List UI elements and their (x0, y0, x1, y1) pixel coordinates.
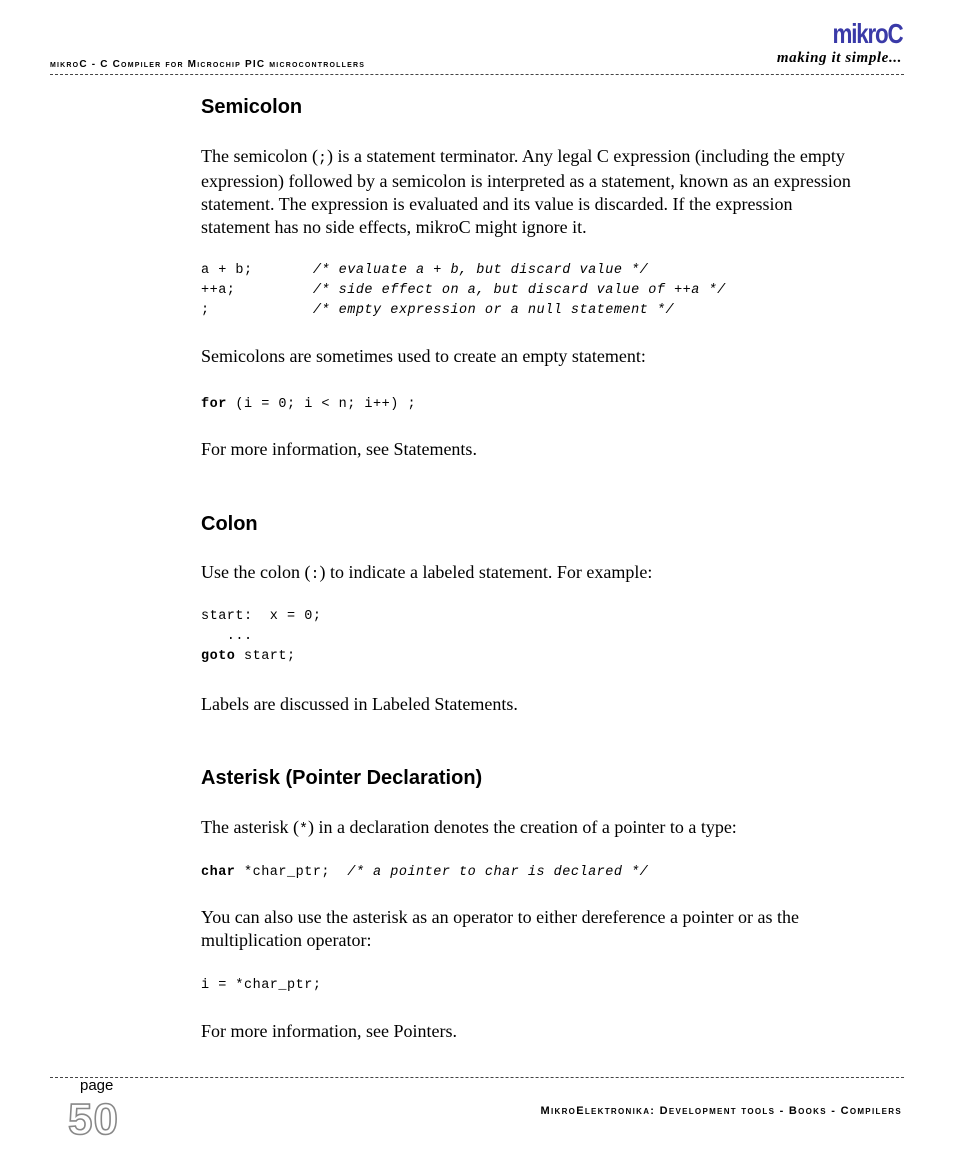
code-block-label (201, 607, 321, 667)
code-block-semicolon-examples (201, 261, 726, 321)
asterisk-symbol: * (298, 821, 308, 838)
semicolon-more-info: For more information, see Statements. (201, 439, 477, 459)
code-block-dereference: i = *char_ptr; (201, 978, 322, 993)
code-block-pointer-declaration: char *char_ptr; /* a pointer to char is declared */ (201, 865, 649, 880)
running-header: mikroC - C Compiler for Microchip PIC microcontrollers (50, 59, 366, 70)
brand-tagline: making it simple... (776, 50, 902, 66)
code-line: start: x = 0; (201, 609, 322, 624)
semicolon-intro: The semicolon (;) is a statement terminator. Any legal C expression (including the empty expression) followed by a semicolon is interpreted as a statement, known as an expression statement. The expression is evaluated and its value is discarded. If the expression statement has no side effects, mikroC might ignore it. (201, 146, 851, 237)
page-number: 50 (68, 1095, 119, 1144)
code-line: a + b; /* evaluate a + b, but discard value */ (201, 263, 649, 278)
colon-symbol: : (310, 566, 320, 583)
heading-asterisk: Asterisk (Pointer Declaration) (201, 767, 483, 789)
asterisk-intro: The asterisk (*) in a declaration denotes the creation of a pointer to a type: (201, 817, 737, 838)
header-divider (50, 74, 904, 75)
footer-divider (50, 1077, 904, 1078)
colon-more-info: Labels are discussed in Labeled Statements. (201, 694, 518, 714)
code-line: ... (201, 629, 253, 644)
code-line: goto start; (201, 649, 296, 664)
code-block-for-loop: for (i = 0; i < n; i++) ; (201, 397, 417, 412)
heading-colon: Colon (201, 513, 258, 535)
footer-publisher: MikroElektronika: Development tools - Books - Compilers (540, 1105, 902, 1117)
brand-logo: mikroC (832, 18, 902, 49)
code-line: ++a; /* side effect on a, but discard value of ++a */ (201, 283, 726, 298)
heading-semicolon: Semicolon (201, 96, 303, 118)
asterisk-operator-text: You can also use the asterisk as an operator to either dereference a pointer or as the multiplication operator: (201, 907, 799, 950)
semicolon-symbol: ; (317, 150, 327, 167)
colon-intro: Use the colon (:) to indicate a labeled statement. For example: (201, 562, 653, 583)
code-line: ; /* empty expression or a null statement */ (201, 303, 675, 318)
page-label: page (80, 1077, 114, 1094)
asterisk-more-info: For more information, see Pointers. (201, 1021, 457, 1041)
semicolon-empty-text: Semicolons are sometimes used to create an empty statement: (201, 346, 646, 366)
